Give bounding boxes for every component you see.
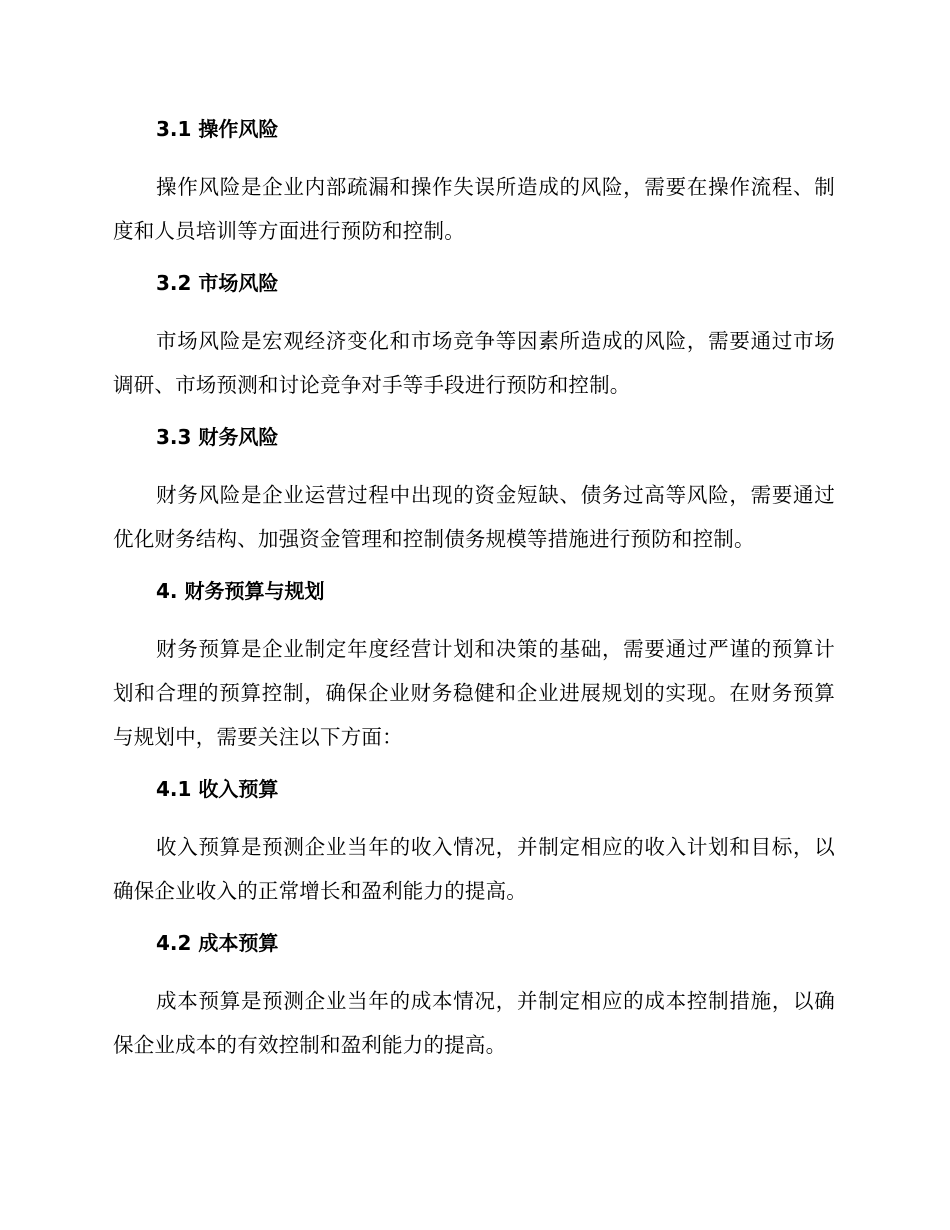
- section-heading-3-2: 3.2 市场风险: [156, 271, 279, 295]
- section-paragraph-4: 财务预算是企业制定年度经营计划和决策的基础，需要通过严谨的预算计划和合理的预算控制，确保企业财务稳健和企业进展规划的实现。在财务预算与规划中，需要关注以下方面：: [113, 637, 835, 749]
- section-paragraph-4-2: 成本预算是预测企业当年的成本情况，并制定相应的成本控制措施，以确保企业成本的有效控制和盈利能力的提高。: [113, 989, 835, 1057]
- section-heading-4-1: 4.1 收入预算: [156, 777, 279, 801]
- section-paragraph-3-3: 财务风险是企业运营过程中出现的资金短缺、债务过高等风险，需要通过优化财务结构、加强资金管理和控制债务规模等措施进行预防和控制。: [113, 483, 835, 551]
- section-heading-3-3: 3.3 财务风险: [156, 425, 279, 449]
- document-body: [113, 112, 835, 1067]
- section-paragraph-3-1: 操作风险是企业内部疏漏和操作失误所造成的风险，需要在操作流程、制度和人员培训等方面进行预防和控制。: [113, 175, 835, 243]
- section-heading-3-1: 3.1 操作风险: [156, 117, 279, 141]
- section-heading-4: 4. 财务预算与规划: [156, 579, 325, 603]
- section-paragraph-3-2: 市场风险是宏观经济变化和市场竞争等因素所造成的风险，需要通过市场调研、市场预测和讨论竞争对手等手段进行预防和控制。: [113, 329, 835, 397]
- section-heading-4-2: 4.2 成本预算: [156, 931, 279, 955]
- section-paragraph-4-1: 收入预算是预测企业当年的收入情况，并制定相应的收入计划和目标，以确保企业收入的正常增长和盈利能力的提高。: [113, 835, 835, 903]
